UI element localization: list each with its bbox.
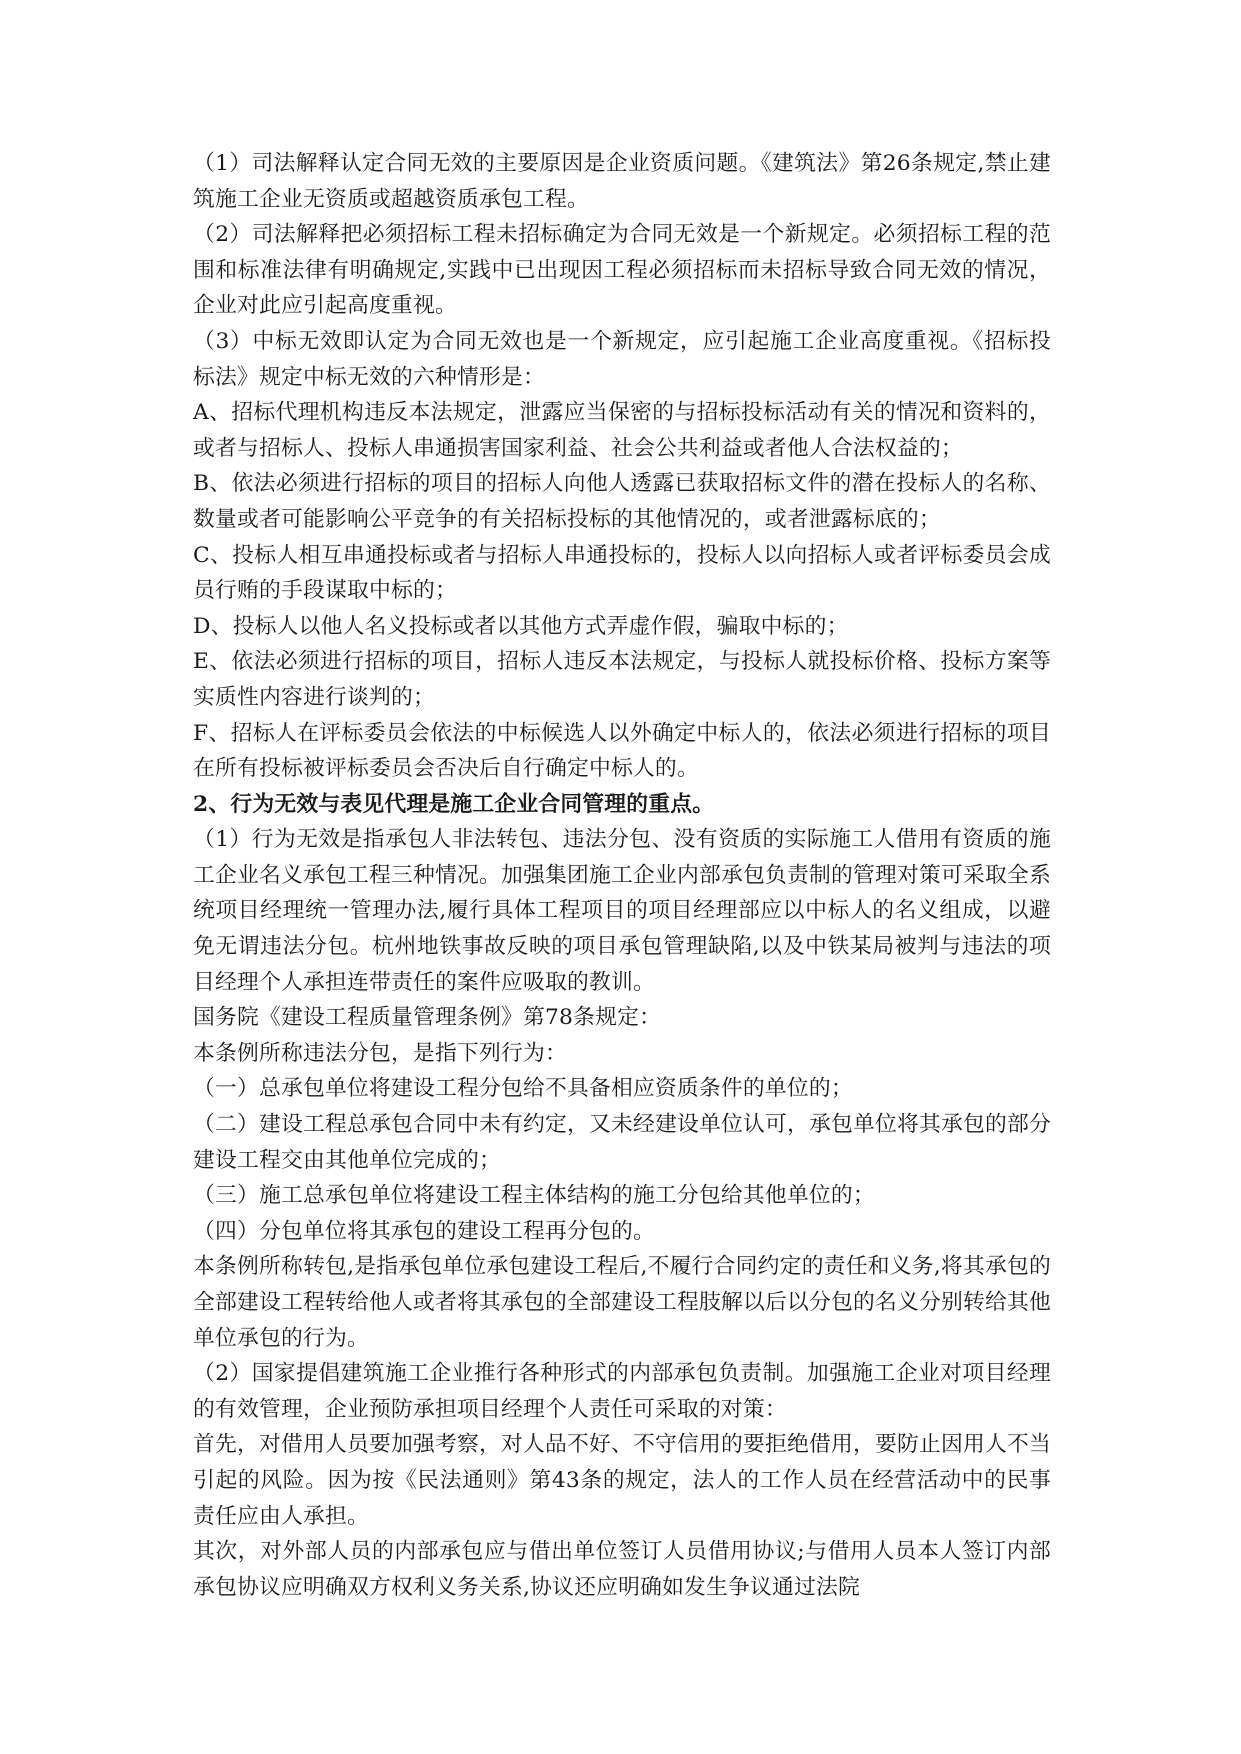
list-item-f: F、招标人在评标委员会依法的中标候选人以外确定中标人的，依法必须进行招标的项目在所有投标被评标委员会否决后自行确定中标人的。 — [193, 720, 1051, 782]
list-item-2: （二）建设工程总承包合同中未有约定，又未经建设单位认可，承包单位将其承包的部分建设工程交由其他单位完成的； — [193, 1112, 1051, 1173]
paragraph-second: 其次，对外部人员的内部承包应与借出单位签订人员借用协议;与借用人员本人签订内部承包协议应明确双方权利义务关系,协议还应明确如发生争议通过法院 — [193, 1539, 1051, 1600]
list-item-1: （一）总承包单位将建设工程分包给不具备相应资质条件的单位的； — [193, 1076, 853, 1102]
list-item-4: （四）分包单位将其承包的建设工程再分包的。 — [193, 1218, 655, 1244]
section-heading: 2、行为无效与表见代理是施工企业合同管理的重点。 — [193, 791, 715, 817]
list-item-b: B、依法必须进行招标的项目的招标人向他人透露已获取招标文件的潜在投标人的名称、数量或者可能影响公平竞争的有关招标投标的其他情况的，或者泄露标底的； — [193, 471, 1051, 532]
document-body — [193, 146, 1051, 1605]
list-item-d: D、投标人以他人名义投标或者以其他方式弄虚作假，骗取中标的； — [193, 613, 849, 639]
paragraph-internal-contract: （2）国家提倡建筑施工企业推行各种形式的内部承包负责制。加强施工企业对项目经理的有效管理，企业预防承担项目经理个人责任可采取的对策： — [193, 1361, 1051, 1422]
list-item-e: E、依法必须进行招标的项目，招标人违反本法规定，与投标人就投标价格、投标方案等实质性内容进行谈判的； — [193, 649, 1051, 710]
list-item-c: C、投标人相互串通投标或者与招标人串通投标的，投标人以向招标人或者评标委员会成员行贿的手段谋取中标的； — [193, 542, 1051, 604]
paragraph-behavior-invalid: （1）行为无效是指承包人非法转包、违法分包、没有资质的实际施工人借用有资质的施工企业名义承包工程三种情况。加强集团施工企业内部承包负责制的管理对策可采取全系统项目经理统一管理办法,履行具体工程项目的项目经理部应以中标人的名义组成，以避免无谓违法分包。杭州地铁事故反映的项目承包管理缺陷,以及中铁某局被判与违法的项目经理个人承担连带责任的案件应吸取的教训。 — [193, 827, 1051, 995]
paragraph-3: （3）中标无效即认定为合同无效也是一个新规定，应引起施工企业高度重视。《招标投标法》规定中标无效的六种情形是： — [193, 328, 1051, 390]
paragraph-1: （1）司法解释认定合同无效的主要原因是企业资质问题。《建筑法》第26条规定,禁止建筑施工企业无资质或超越资质承包工程。 — [193, 151, 1051, 212]
list-item-3: （三）施工总承包单位将建设工程主体结构的施工分包给其他单位的； — [193, 1183, 875, 1209]
paragraph-2: （2）司法解释把必须招标工程未招标确定为合同无效是一个新规定。必须招标工程的范围和标准法律有明确规定,实践中已出现因工程必须招标而未招标导致合同无效的情况，企业对此应引起高度重视。 — [193, 222, 1051, 319]
regulation-citation: 国务院《建设工程质量管理条例》第78条规定： — [193, 1005, 662, 1031]
illegal-subcontract-intro: 本条例所称违法分包，是指下列行为： — [193, 1040, 567, 1066]
list-item-a: A、招标代理机构违反本法规定，泄露应当保密的与招标投标活动有关的情况和资料的，或者与招标人、投标人串通损害国家利益、社会公共利益或者他人合法权益的； — [193, 400, 1051, 461]
transfer-definition: 本条例所称转包,是指承包单位承包建设工程后,不履行合同约定的责任和义务,将其承包的全部建设工程转给他人或者将其承包的全部建设工程肢解以后以分包的名义分别转给其他单位承包的行为。 — [193, 1254, 1051, 1351]
paragraph-first: 首先，对借用人员要加强考察，对人品不好、不守信用的要拒绝借用，要防止因用人不当引起的风险。因为按《民法通则》第43条的规定，法人的工作人员在经营活动中的民事责任应由人承担。 — [193, 1432, 1051, 1529]
